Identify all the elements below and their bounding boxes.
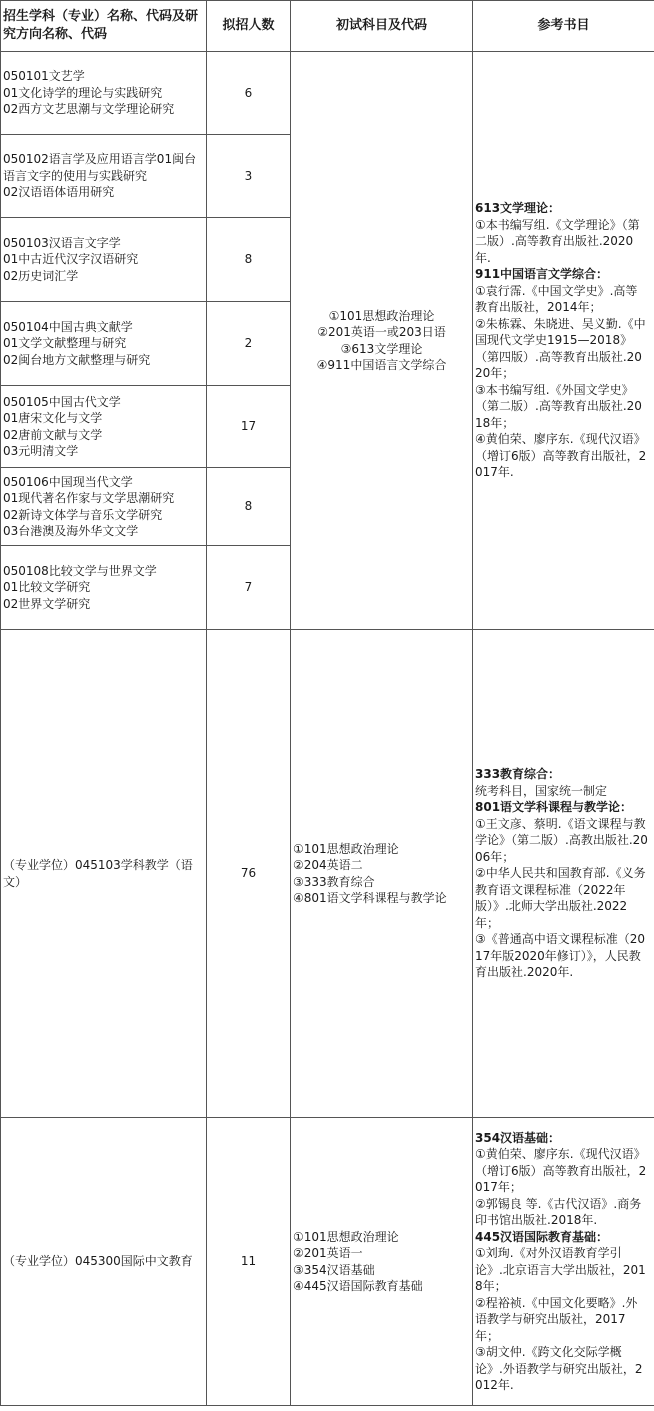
exam-item: ②201英语一或203日语 <box>317 325 446 339</box>
refs-cell <box>473 52 654 630</box>
exam-item: ④911中国语言文学综合 <box>316 358 447 372</box>
exam-item: ③354汉语基础 <box>293 1262 375 1277</box>
exam-item: ③613文学理论 <box>340 341 423 356</box>
count-cell: 17 <box>207 386 291 468</box>
count-cell: 11 <box>207 1118 291 1406</box>
table-row <box>1 52 654 135</box>
ref-line: ③《普通高中语文课程标准（2017年版2020年修订）》，人民教育出版社.2020年. <box>475 932 646 980</box>
ref-heading: 333教育综合： <box>475 767 561 782</box>
ref-line: ③本书编写组.《外国文学史》（第二版）.高等教育出版社.2018年； <box>475 382 642 430</box>
ref-line: ①本书编写组.《文学理论》（第二版）.高等教育出版社.2020年. <box>475 217 640 265</box>
subject-cell: 050105中国古代文学 01唐宋文化与文学 02唐前文献与文学 03元明清文学 <box>1 386 207 468</box>
count-cell: 7 <box>207 546 291 630</box>
subject-cell: 050106中国现当代文学 01现代著名作家与文学思潮研究 02新诗文体学与音乐文学研究 03台港澳及海外华文文学 <box>1 468 207 546</box>
subject-cell: （专业学位）045103学科教学（语文） <box>1 630 207 1118</box>
header-exam: 初试科目及代码 <box>291 1 473 52</box>
ref-line: 统考科目，国家统一制定 <box>475 783 608 798</box>
exam-cell <box>291 52 473 630</box>
ref-line: ①刘珣.《对外汉语教育学引论》.北京语言大学出版社，2018年； <box>475 1246 646 1293</box>
subject-cell: 050104中国古典文献学 01文学文献整理与研究 02闽台地方文献整理与研究 <box>1 302 207 386</box>
subject-cell: 050108比较文学与世界文学 01比较文学研究 02世界文学研究 <box>1 546 207 630</box>
ref-line: ①王文彦、蔡明.《语文课程与教学论》（第二版）.高教出版社.2006年； <box>475 816 648 864</box>
ref-heading: 613文学理论： <box>475 201 561 216</box>
count-cell: 3 <box>207 135 291 218</box>
subject-cell: 050103汉语言文字学 01中古近代汉字汉语研究 02历史词汇学 <box>1 218 207 302</box>
header-row <box>1 1 654 52</box>
subject-cell: 050102语言学及应用语言学01闽台语言文字的使用与实践研究 02汉语语体语用研究 <box>1 135 207 218</box>
ref-line: ②郭锡良 等.《古代汉语》.商务印书馆出版社.2018年. <box>475 1196 642 1227</box>
ref-line: ④黄伯荣、廖序东.《现代汉语》（增订6版）高等教育出版社，2017年. <box>475 432 647 480</box>
ref-line: ②中华人民共和国教育部.《义务教育语文课程标准（2022年版）》.北师大学出版社.2022年； <box>475 866 646 930</box>
ref-heading: 911中国语言文学综合： <box>475 267 609 282</box>
ref-line: ①袁行霈.《中国文学史》.高等教育出版社，2014年； <box>475 283 638 315</box>
header-count: 拟招人数 <box>207 1 291 52</box>
ref-line: ①黄伯荣、廖序东.《现代汉语》（增订6版）高等教育出版社，2017年； <box>475 1147 647 1194</box>
table-row <box>1 1118 654 1406</box>
exam-item: ①101思想政治理论 <box>293 841 399 856</box>
exam-item: ③333教育综合 <box>293 874 375 889</box>
header-refs: 参考书目 <box>473 1 654 52</box>
refs-cell <box>473 1118 654 1406</box>
ref-heading: 801语文学科课程与教学论： <box>475 800 633 815</box>
exam-cell <box>291 630 473 1118</box>
count-cell: 76 <box>207 630 291 1118</box>
exam-item: ①101思想政治理论 <box>293 1229 399 1244</box>
count-cell: 6 <box>207 52 291 135</box>
ref-line: ②朱栋霖、朱晓进、吴义勤.《中国现代文学史1915—2018》（第四版）.高等教育出版社.2020年； <box>475 316 646 381</box>
table-row <box>1 630 654 1118</box>
header-subject: 招生学科（专业）名称、代码及研究方向名称、代码 <box>1 1 207 52</box>
exam-item: ②201英语一 <box>293 1246 363 1260</box>
exam-item: ①101思想政治理论 <box>328 308 435 323</box>
count-cell: 2 <box>207 302 291 386</box>
refs-cell <box>473 630 654 1118</box>
subject-cell: （专业学位）045300国际中文教育 <box>1 1118 207 1406</box>
count-cell: 8 <box>207 218 291 302</box>
ref-heading: 354汉语基础： <box>475 1130 561 1145</box>
ref-line: ③胡文仲.《跨文化交际学概论》.外语教学与研究出版社，2012年. <box>475 1345 643 1392</box>
ref-heading: 445汉语国际教育基础： <box>475 1229 609 1244</box>
exam-item: ②204英语二 <box>293 858 363 872</box>
ref-line: ②程裕祯.《中国文化要略》.外语教学与研究出版社，2017年； <box>475 1295 638 1343</box>
subject-cell: 050101文艺学 01文化诗学的理论与实践研究 02西方文艺思潮与文学理论研究 <box>1 52 207 135</box>
exam-item: ④445汉语国际教育基础 <box>293 1279 423 1293</box>
exam-item: ④801语文学科课程与教学论 <box>293 891 447 905</box>
exam-cell <box>291 1118 473 1406</box>
count-cell: 8 <box>207 468 291 546</box>
